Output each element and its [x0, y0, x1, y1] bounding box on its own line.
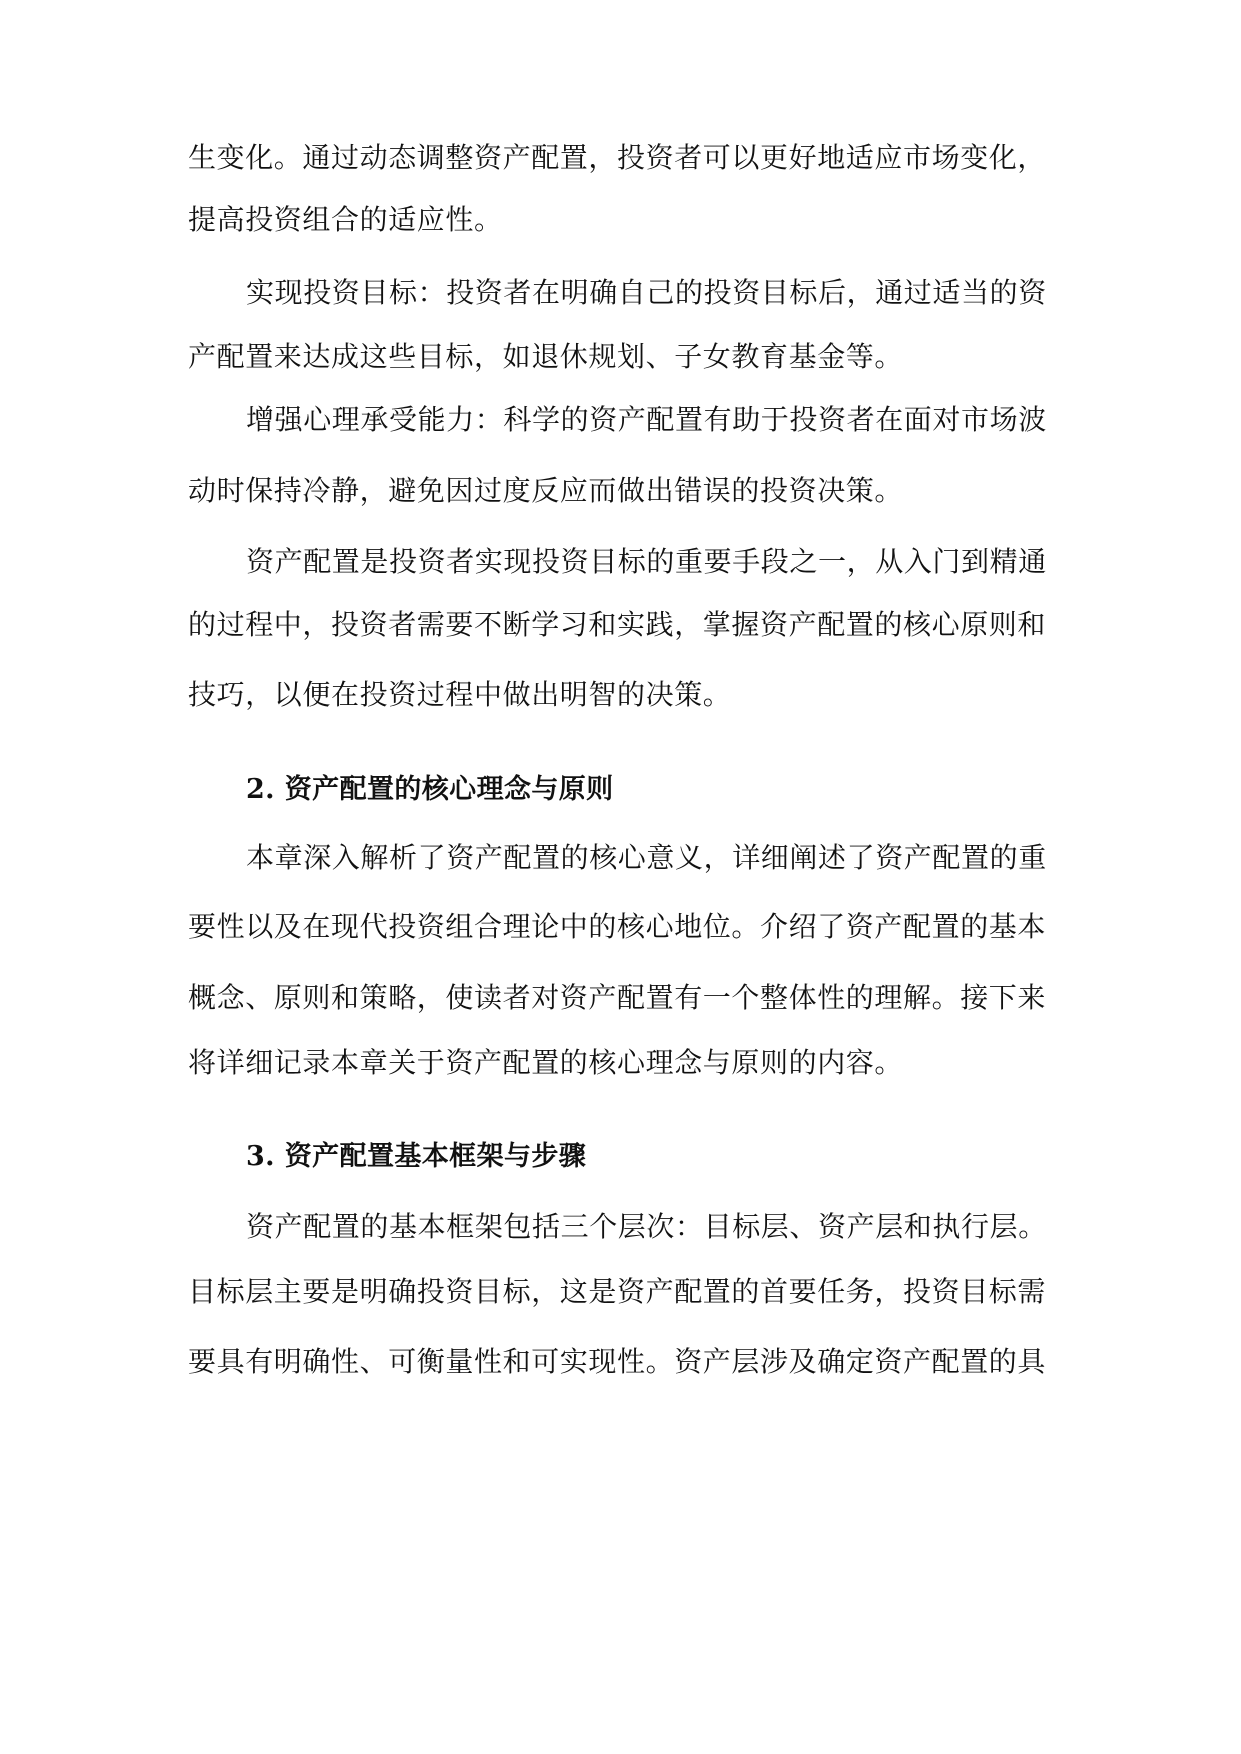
text-line: 资产配置的基本框架包括三个层次：目标层、资产层和执行层。	[246, 1210, 1047, 1243]
text-line: 实现投资目标：投资者在明确自己的投资目标后，通过适当的资	[246, 276, 1047, 309]
text-line: 将详细记录本章关于资产配置的核心理念与原则的内容。	[188, 1046, 904, 1079]
text-line: 生变化。通过动态调整资产配置，投资者可以更好地适应市场变化，	[188, 141, 1047, 174]
text-line: 本章深入解析了资产配置的核心意义，详细阐述了资产配置的重	[246, 841, 1047, 874]
text-line: 技巧，以便在投资过程中做出明智的决策。	[188, 678, 732, 711]
text-line: 产配置来达成这些目标，如退休规划、子女教育基金等。	[188, 340, 904, 373]
text-line: 的过程中，投资者需要不断学习和实践，掌握资产配置的核心原则和	[188, 608, 1047, 641]
text-line: 动时保持冷静，避免因过度反应而做出错误的投资决策。	[188, 474, 904, 507]
text-line: 资产配置是投资者实现投资目标的重要手段之一，从入门到精通	[246, 545, 1047, 578]
text-line: 提高投资组合的适应性。	[188, 203, 503, 236]
text-line: 增强心理承受能力：科学的资产配置有助于投资者在面对市场波	[246, 403, 1047, 436]
text-line: 概念、原则和策略，使读者对资产配置有一个整体性的理解。接下来	[188, 981, 1047, 1014]
section-heading: 3. 资产配置基本框架与步骤	[246, 1141, 587, 1172]
text-line: 要性以及在现代投资组合理论中的核心地位。介绍了资产配置的基本	[188, 910, 1047, 943]
section-heading: 2. 资产配置的核心理念与原则	[246, 774, 614, 805]
text-line: 要具有明确性、可衡量性和可实现性。资产层涉及确定资产配置的具	[188, 1345, 1047, 1378]
text-line: 目标层主要是明确投资目标，这是资产配置的首要任务，投资目标需	[188, 1275, 1047, 1308]
